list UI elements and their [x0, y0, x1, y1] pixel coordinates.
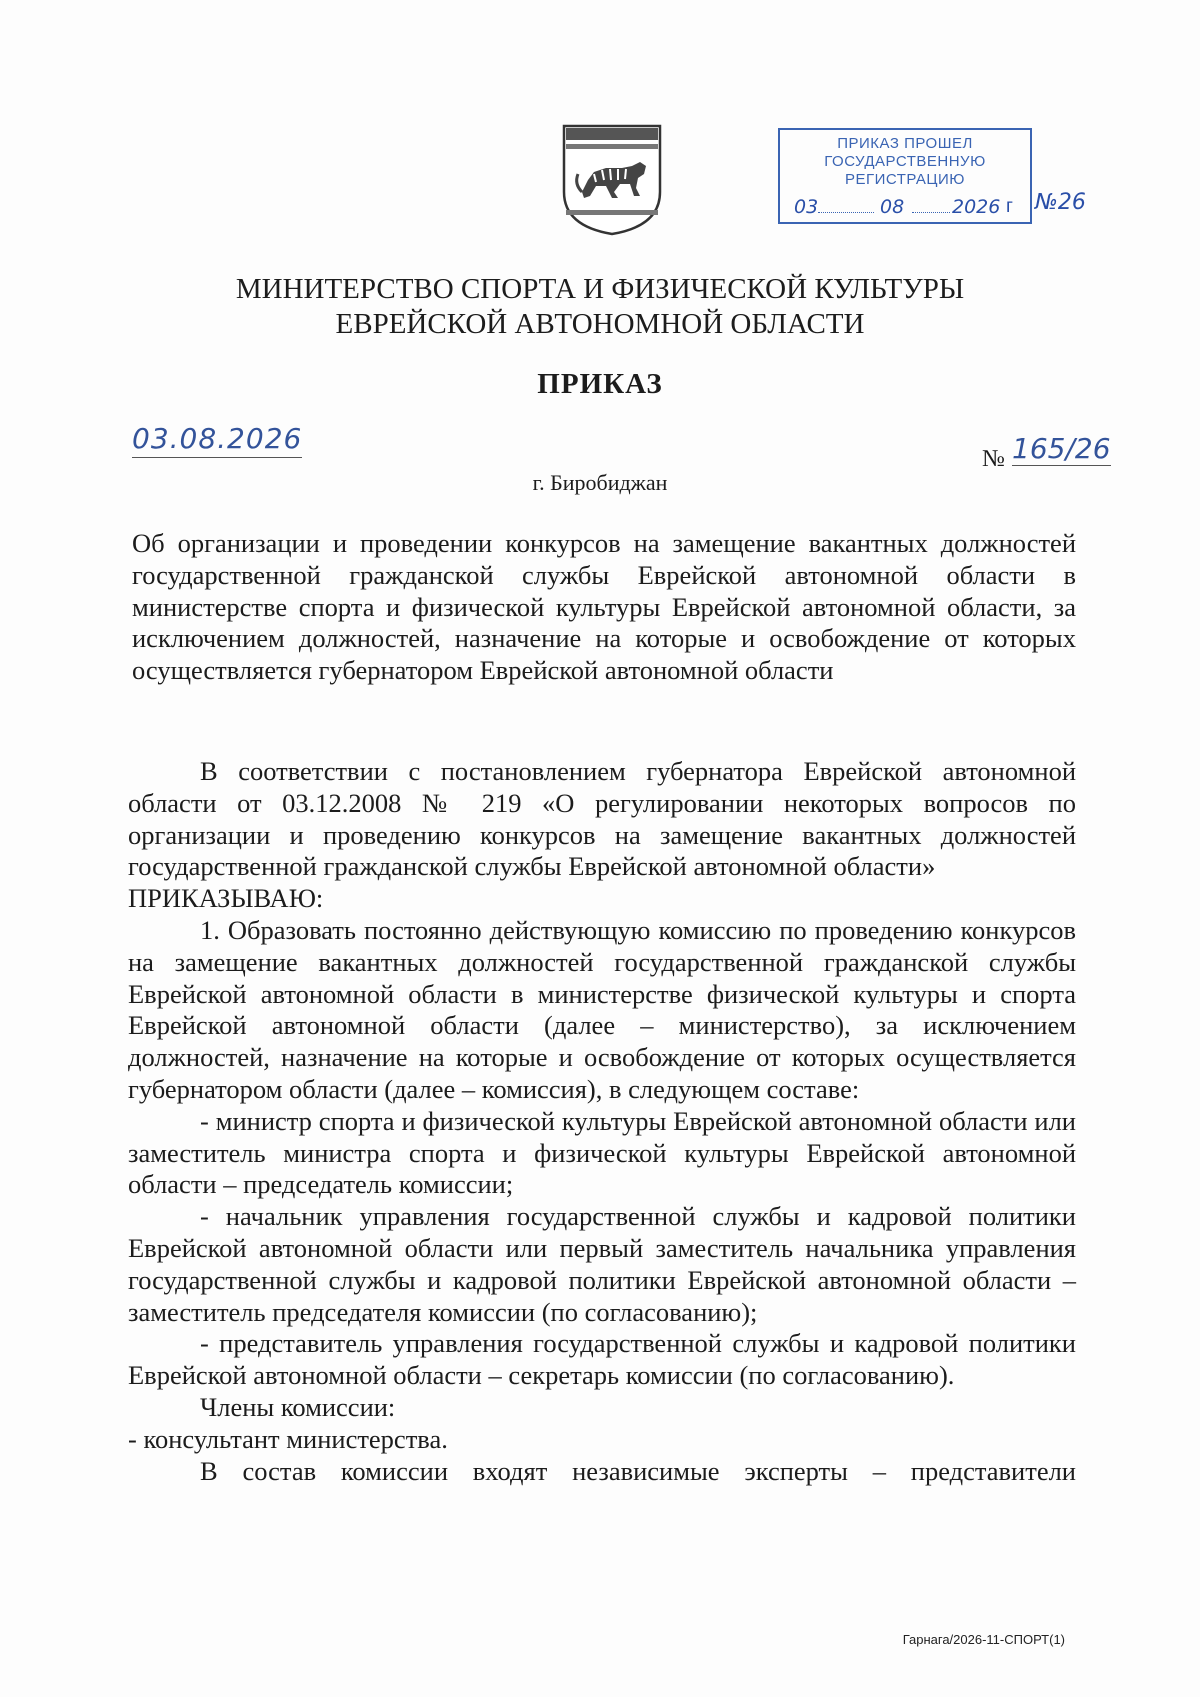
preamble-paragraph: В соответствии с постановлением губернатора Еврейской автономной области от 03.12.2008 № 219 «О регулировании некоторых вопросов по организации и проведению конкурсов на замещение вакантных должностей государственной гражданской службы Еврейской автономной области» [128, 756, 1076, 882]
stamp-line-3: РЕГИСТРАЦИЮ [845, 171, 965, 188]
item-1-paragraph: 1. Образовать постоянно действующую комиссию по проведению конкурсов на замещение вакантных должностей государственной гражданской службы Еврейской автономной области в министерстве физической культуры и спорта Еврейской автономной области (далее – министерство), за исключением должностей, назначение на которые и освобождение от которых осуществляется губернатором области (далее – комиссия), в следующем составе: [128, 914, 1076, 1104]
registration-stamp [778, 128, 1032, 224]
order-date: 03.08.2026 [132, 422, 302, 458]
stamp-month: 08 [880, 196, 905, 218]
members-heading: Члены комиссии: [200, 1391, 396, 1422]
stamp-line-2: ГОСУДАРСТВЕННУЮ [824, 153, 986, 170]
city: г. Биробиджан [532, 470, 668, 495]
member-chair: - министр спорта и физической культуры Еврейской автономной области или заместитель министра спорта и физической культуры Еврейской автономной области – председатель комиссии; [128, 1105, 1076, 1200]
stamp-line-1: ПРИКАЗ ПРОШЕЛ [837, 135, 973, 152]
stamp-day: 03 [794, 196, 819, 218]
tiger-coat-of-arms-icon [560, 122, 664, 236]
member-secretary: - представитель управления государственной службы и кадровой политики Еврейской автономной области – секретарь комиссии (по согласованию). [128, 1328, 1076, 1391]
ministry-name [0, 272, 1200, 342]
ministry-line-1: МИНИТЕРСТВО СПОРТА И ФИЗИЧЕСКОЙ КУЛЬТУРЫ [235, 273, 965, 305]
experts-paragraph: В состав комиссии входят независимые эксперты – представители [200, 1455, 1076, 1486]
order-number-label: № [982, 446, 1005, 472]
order-body [128, 756, 1076, 1487]
member-consultant: - консультант министерства. [128, 1423, 448, 1454]
order-number: 165/26 [1012, 432, 1111, 465]
stamp-date-row [788, 196, 1022, 222]
ministry-line-2: ЕВРЕЙСКОЙ АВТОНОМНОЙ ОБЛАСТИ [335, 308, 865, 340]
member-deputy-chair: - начальник управления государственной службы и кадровой политики Еврейской автономной области или первый заместитель начальника управления государственной службы и кадровой политики Еврейской автономной области – заместитель председателя комиссии (по согласованию); [128, 1201, 1076, 1327]
footer-reference: Гарнага/2026-11-СПОРТ(1) [902, 1632, 1065, 1647]
order-word: ПРИКАЗЫВАЮ: [128, 883, 324, 914]
stamp-reg-number: №26 [1035, 190, 1086, 215]
order-title: ПРИКАЗ [537, 368, 663, 400]
stamp-year-suffix: г [1006, 196, 1013, 217]
order-subject: Об организации и проведении конкурсов на замещение вакантных должностей государственной гражданской службы Еврейской автономной области в министерстве спорта и физической культуры Еврейской автономной области, за исключением должностей, назначение на которые и освобождение от которых осуществляется губернатором Еврейской автономной области [132, 528, 1076, 686]
stamp-year: 2026 [952, 196, 1001, 218]
